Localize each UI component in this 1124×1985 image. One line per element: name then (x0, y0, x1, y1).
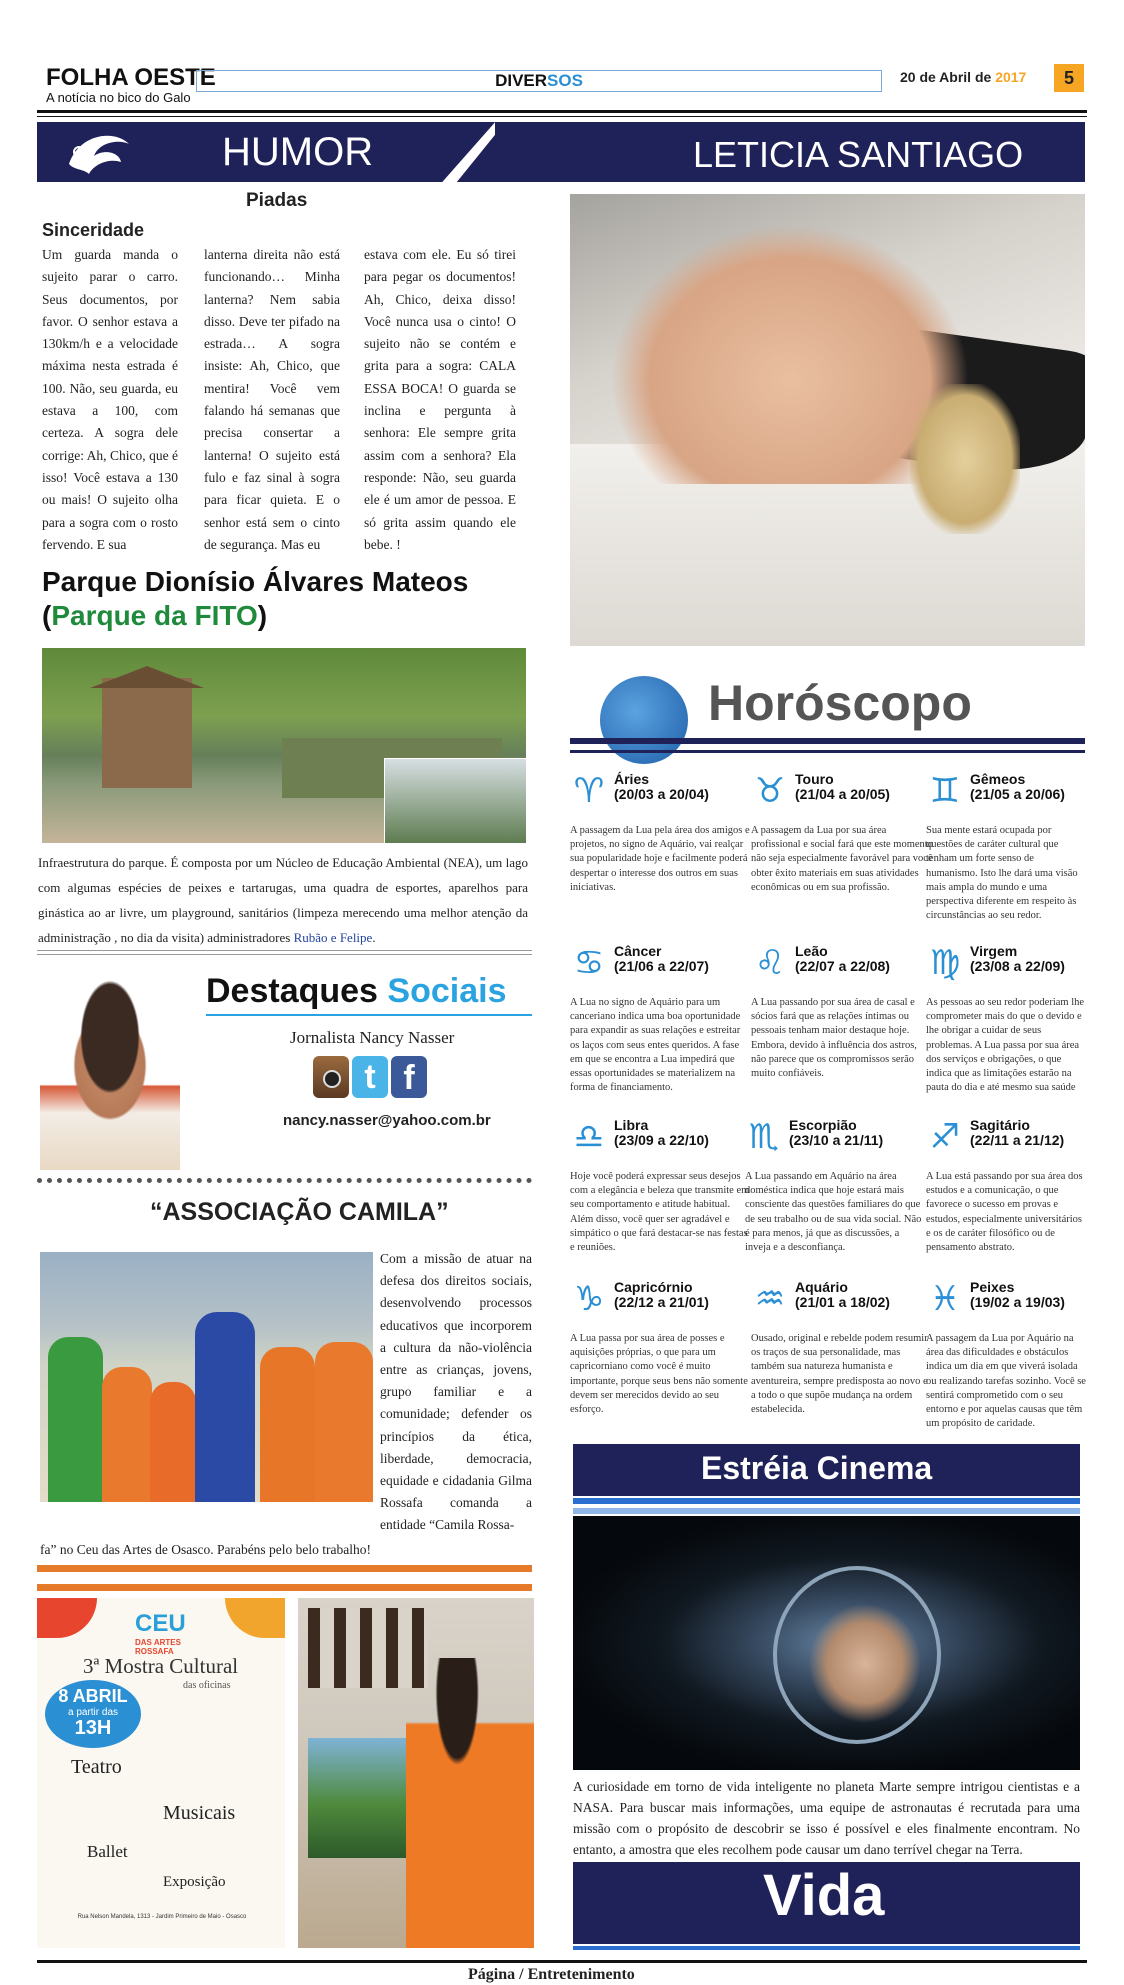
aquarius-icon: ♒ (754, 1279, 786, 1319)
poster-date: 8 ABRIL (58, 1686, 128, 1706)
facebook-icon[interactable]: f (391, 1056, 427, 1098)
poster-corner-left (37, 1598, 97, 1638)
painting-canvas (308, 1738, 418, 1858)
section-label (196, 70, 882, 92)
section-divider-2 (37, 954, 532, 955)
mostra-poster (37, 1598, 285, 1948)
social-title-a: Destaques (206, 972, 378, 1010)
sign-aries (570, 772, 752, 895)
sign-text: A Lua passando por sua área de casal e sócios fará que as relações íntimas ou pessoais tenham maior destaque hoje. Embora, devido à influência dos astros, não parece que os compromissos serão muito confiáveis. (751, 997, 917, 1080)
poster-ballet: Ballet (87, 1842, 128, 1861)
sign-leo (751, 944, 933, 1081)
social-title-underline (206, 1014, 532, 1016)
sign-taurus (751, 772, 933, 895)
poster-corner-right (225, 1598, 285, 1638)
sign-text: Hoje você poderá expressar seus desejos com a elegância e beleza que transmite em seu comportamento e atitude habitual. Além disso, você quer ser agradável e simpático o que fará destacar-se nas festas e reuniões. (570, 1171, 750, 1254)
sign-name: Câncer (614, 943, 662, 959)
person-4 (195, 1312, 255, 1502)
sign-name: Peixes (970, 1279, 1015, 1295)
cinema-rule-blue (573, 1498, 1080, 1504)
model-hair (910, 384, 1020, 534)
section-label-a: DIVER (495, 71, 548, 90)
issue-date (900, 69, 1026, 85)
sign-text: A passagem da Lua pela área dos amigos e projetos, no signo de Aquário, vai realçar sua popularidade hoje e facilmente poderá despertar o interesse dos outros em suas iniciativas. (570, 825, 750, 893)
paper-name: FOLHA OESTE (46, 64, 216, 91)
journalist-name: Jornalista Nancy Nasser (290, 1028, 455, 1047)
person-2 (102, 1367, 152, 1502)
sign-dates: (23/09 a 22/10) (614, 1132, 709, 1148)
sign-name: Capricórnio (614, 1279, 693, 1295)
sign-name: Escorpião (789, 1117, 857, 1133)
movie-title: Vida (763, 1863, 885, 1928)
park-caption-link: Rubão e Felipe (293, 930, 373, 945)
humor-logo-icon (59, 124, 149, 182)
sign-name: Leão (795, 943, 828, 959)
person-1 (48, 1337, 103, 1502)
sign-capricorn (570, 1280, 752, 1417)
camila-title: “ASSOCIAÇÃO CAMILA” (150, 1198, 449, 1226)
movie-title-box (573, 1862, 1080, 1944)
horoscope-title: Horóscopo (708, 675, 972, 731)
cancer-icon: ♋ (573, 943, 605, 983)
sign-libra (570, 1118, 752, 1255)
sign-dates: (21/01 a 18/02) (795, 1294, 890, 1310)
park-subtitle-green: Parque da FITO (51, 600, 258, 631)
sign-aquarius (751, 1280, 933, 1417)
dotted-divider (37, 1178, 532, 1183)
park-title: Parque Dionísio Álvares Mateos (42, 566, 469, 597)
poster-mostra-sub: das oficinas (183, 1680, 231, 1691)
sign-text: A Lua está passando por sua área dos estudos e a comunicação, o que favorece o sucesso em provas e estudos, especialmente universitários e os de caráter filosófico ou de pensamento abstrato. (926, 1171, 1083, 1254)
poster-address: Rua Nelson Mandela, 1313 - Jardim Primeiro de Maio - Osasco (77, 1914, 247, 1920)
sign-gemini (926, 772, 1086, 923)
poster-mostra: 3ª Mostra Cultural (83, 1654, 239, 1678)
sign-dates: (23/10 a 21/11) (789, 1132, 884, 1148)
instagram-icon[interactable] (313, 1056, 349, 1098)
joke-title: Sinceridade (42, 220, 145, 240)
poster-hour: 13H (74, 1717, 112, 1739)
paper-tagline: A notícia no bico do Galo (46, 90, 191, 105)
gemini-icon: ♊ (929, 771, 961, 811)
sign-name: Aquário (795, 1279, 848, 1295)
model-banner (495, 122, 1085, 182)
park-inset-photo (384, 758, 526, 843)
model-photo (570, 194, 1085, 646)
camila-text: Com a missão de atuar na defesa dos direitos sociais, desenvolvendo processos educativos que incorporem a cultura da não-violência entre as crianças, jovens, grupo familiar e a comunidade; defender os princípios da ética, liberdade, democracia, equidade e cidadania Gilma Rossafa comanda a entidade “Camila Rossa- (380, 1251, 532, 1533)
sign-text: A Lua no signo de Aquário para um canceriano indica uma boa oportunidade para expandir as suas relações e estreitar os laços com seus entes queridos. A fase em que se encontra a Lua impedirá que essas oportunidades se materializem na forma de financiamento. (570, 997, 741, 1094)
footer-rule (37, 1960, 1087, 1963)
park-hut-roof (90, 666, 204, 688)
painting-photo (298, 1598, 534, 1948)
journalist-photo (40, 980, 180, 1170)
cinema-title: Estréia Cinema (701, 1450, 933, 1486)
header-rule (37, 110, 1087, 113)
person-5 (260, 1347, 315, 1502)
cinema-bottom-rule (573, 1946, 1080, 1950)
social-icons (313, 1056, 428, 1102)
sign-dates: (19/02 a 19/03) (970, 1294, 1065, 1310)
park-caption-end: . (372, 930, 376, 945)
scorpio-icon: ♏ (748, 1117, 780, 1157)
joke-column-2: lanterna direita não está funcionando… Minha lanterna? Nem sabia disso. Deve ter pifado na estrada… A sogra insiste: Ah, Chico, que mentira! Você vem falando há semanas que precisa consertar a lanterna! O sujeito está fulo e faz sinal à sogra para ficar quieta. E o senhor está sem o cinto de segurança. Mas eu (204, 247, 340, 552)
date-year: 2017 (995, 69, 1027, 85)
park-photo (42, 648, 526, 843)
social-title-b: Sociais (387, 972, 507, 1010)
sign-name: Libra (614, 1117, 649, 1133)
section-label-b: SOS (547, 71, 583, 90)
sign-text: As pessoas ao seu redor poderiam lhe comprometer mais do que o devido e lhe obrigar a cuidar de seus problemas. A Lua passa por sua área dos serviços e obrigações, o que indica que as limitações estarão na pauta do dia e até mesmo sua saúde (926, 997, 1085, 1094)
cinema-text: A curiosidade em torno de vida inteligente no planeta Marte sempre intrigou cientistas e a NASA. Para buscar mais informações, uma equipe de astronautas é recrutada para uma missão com o propósito de descobrir se isso é possível e eles finalmente encontram. No entanto, a amostra que eles recolhem pode causar um dano terrível chegar na Terra. (573, 1779, 1080, 1857)
park-caption (38, 850, 528, 950)
social-title (206, 972, 507, 1011)
poster-exposicao: Exposição (163, 1874, 226, 1890)
leo-icon: ♌ (754, 943, 786, 983)
sign-text: Ousado, original e rebelde podem resumir os traços de sua personalidade, mas também sua natureza humanista e aventureira, sempre predisposta ao novo e a todo o que supõe mudança na ordem estabelecida. (751, 1333, 928, 1416)
sign-text: Sua mente estará ocupada por questões de caráter cultural que tenham um forte senso de humanismo. Isto lhe dará uma visão mais ampla do mundo e uma perspectiva diferente em respeito às circunstâncias ao seu redor. (926, 825, 1078, 922)
joke-column-1: Um guarda manda o sujeito parar o carro. Seus documentos, por favor. O senhor estava a 130km/h e a velocidade máxima nesta estrada é 100. Não, seu guarda, eu estava a 100, com certeza. A sogra dele corrige: Ah, Chico, que é isso! Você estava a 130 ou mais! O sujeito olha para a sogra com o rosto fervendo. E sua (42, 247, 178, 552)
poster-musicais: Musicais (163, 1802, 236, 1824)
poster-ceu: CEU (135, 1610, 186, 1637)
person-3 (150, 1382, 196, 1502)
sign-text: A passagem da Lua por Aquário na área das dificuldades e obstáculos indica um dia em que viverá isolada ou realizando tarefas sozinho. Você se sentirá comprometido com o seu entorno e por aquelas causas que têm um propósito de caridade. (926, 1333, 1086, 1430)
poster-from: a partir das (67, 1707, 119, 1718)
sign-name: Gêmeos (970, 771, 1026, 787)
humor-banner (37, 122, 495, 182)
taurus-icon: ♉ (754, 771, 786, 811)
park-hut (102, 678, 192, 788)
sign-sagittarius (926, 1118, 1086, 1255)
section-divider (37, 950, 532, 951)
painter-figure (406, 1658, 534, 1948)
joke-column-3: estava com ele. Eu só tirei para pegar os documentos! Ah, Chico, deixa disso! Você nunca usa o cinto! O sujeito não se contém e grita para a sogra: CALA ESSA BOCA! O guarda se inclina e pergunta à senhora: Ele sempre grita assim com a senhora? Ela responde: Não, seu guarda ele é um amor de pessoa. E só grita assim quando ele bebe. ! (364, 247, 516, 552)
person-6 (315, 1342, 373, 1502)
sign-name: Touro (795, 771, 834, 787)
sign-dates: (20/03 a 20/04) (614, 786, 709, 802)
astronaut-helmet (773, 1566, 941, 1744)
cinema-still (573, 1516, 1080, 1770)
date-text: 20 de Abril de (900, 69, 992, 85)
aries-icon: ♈ (573, 771, 605, 811)
sign-dates: (22/07 a 22/08) (795, 958, 890, 974)
sign-text: A Lua passando em Aquário na área doméstica indica que hoje estará mais consciente das questões familiares do que de seu trabalho ou de sua vida social. Não é para menos, já que as discussões, a inveja e a desconfiança. (745, 1171, 922, 1254)
sign-dates: (21/06 a 22/07) (614, 958, 709, 974)
sign-virgo (926, 944, 1086, 1095)
header-rule-thin (37, 116, 1087, 117)
orange-rule-thin (37, 1584, 532, 1591)
sign-pisces (926, 1280, 1086, 1431)
humor-title: HUMOR (222, 130, 374, 174)
sagittarius-icon: ♐ (929, 1117, 961, 1157)
virgo-icon: ♍ (929, 943, 961, 983)
camila-text-end: fa” no Ceu das Artes de Osasco. Parabéns pelo belo trabalho! (40, 1542, 372, 1557)
horoscope-rule-thin (570, 750, 1085, 753)
sign-name: Virgem (970, 943, 1018, 959)
libra-icon: ♎ (573, 1117, 605, 1157)
sign-dates: (22/11 a 21/12) (970, 1132, 1065, 1148)
poster-teatro: Teatro (71, 1756, 122, 1778)
sign-dates: (21/04 a 20/05) (795, 786, 890, 802)
park-caption-text: Infraestrutura do parque. É composta por um Núcleo de Educação Ambiental (NEA), um lago com algumas espécies de peixes e tartarugas, uma quadra de esportes, aparelhos para ginástica ao ar livre, um playground, sanitários (limpeza merecendo uma melhor atenção da administração , no dia da visita) administradores (38, 855, 528, 945)
twitter-icon[interactable]: t (352, 1056, 388, 1098)
sign-dates: (21/05 a 20/06) (970, 786, 1065, 802)
cinema-banner (573, 1444, 1080, 1496)
sign-cancer (570, 944, 752, 1095)
sign-name: Áries (614, 771, 650, 787)
capricorn-icon: ♑ (573, 1279, 605, 1319)
sign-dates: (22/12 a 21/01) (614, 1294, 709, 1310)
orange-rule (37, 1565, 532, 1572)
park-subtitle (42, 600, 267, 632)
page-number: 5 (1054, 64, 1084, 92)
model-name: LETICIA SANTIAGO (693, 134, 1024, 175)
park-paren-open: ( (42, 600, 52, 631)
horoscope-rule-navy (570, 738, 1085, 744)
poster-date-circle (45, 1680, 141, 1748)
sign-dates: (23/08 a 22/09) (970, 958, 1065, 974)
sign-text: A passagem da Lua por sua área profissional e social fará que este momento não seja especialmente favorável para você obter êxito materiais em suas atividades econômicas ou em sua profissão. (751, 825, 933, 893)
poster-ceu-sub: DAS ARTES ROSSAFA (135, 1638, 181, 1656)
journalist-email[interactable]: nancy.nasser@yahoo.com.br (283, 1112, 491, 1129)
sign-scorpio (745, 1118, 927, 1255)
camila-photo (40, 1252, 373, 1502)
pisces-icon: ♓ (929, 1279, 961, 1319)
cinema-rule-light (573, 1508, 1080, 1514)
park-paren-close: ) (257, 600, 268, 631)
footer-text: Página / Entretenimento (468, 1966, 635, 1983)
sign-name: Sagitário (970, 1117, 1030, 1133)
sign-text: A Lua passa por sua área de posses e aquisições próprias, o que para um capricorniano como você é muito importante, porque seus bens não somente devem ser merecidos devido ao seu esforço. (570, 1333, 748, 1416)
humor-subtitle: Piadas (246, 190, 308, 211)
